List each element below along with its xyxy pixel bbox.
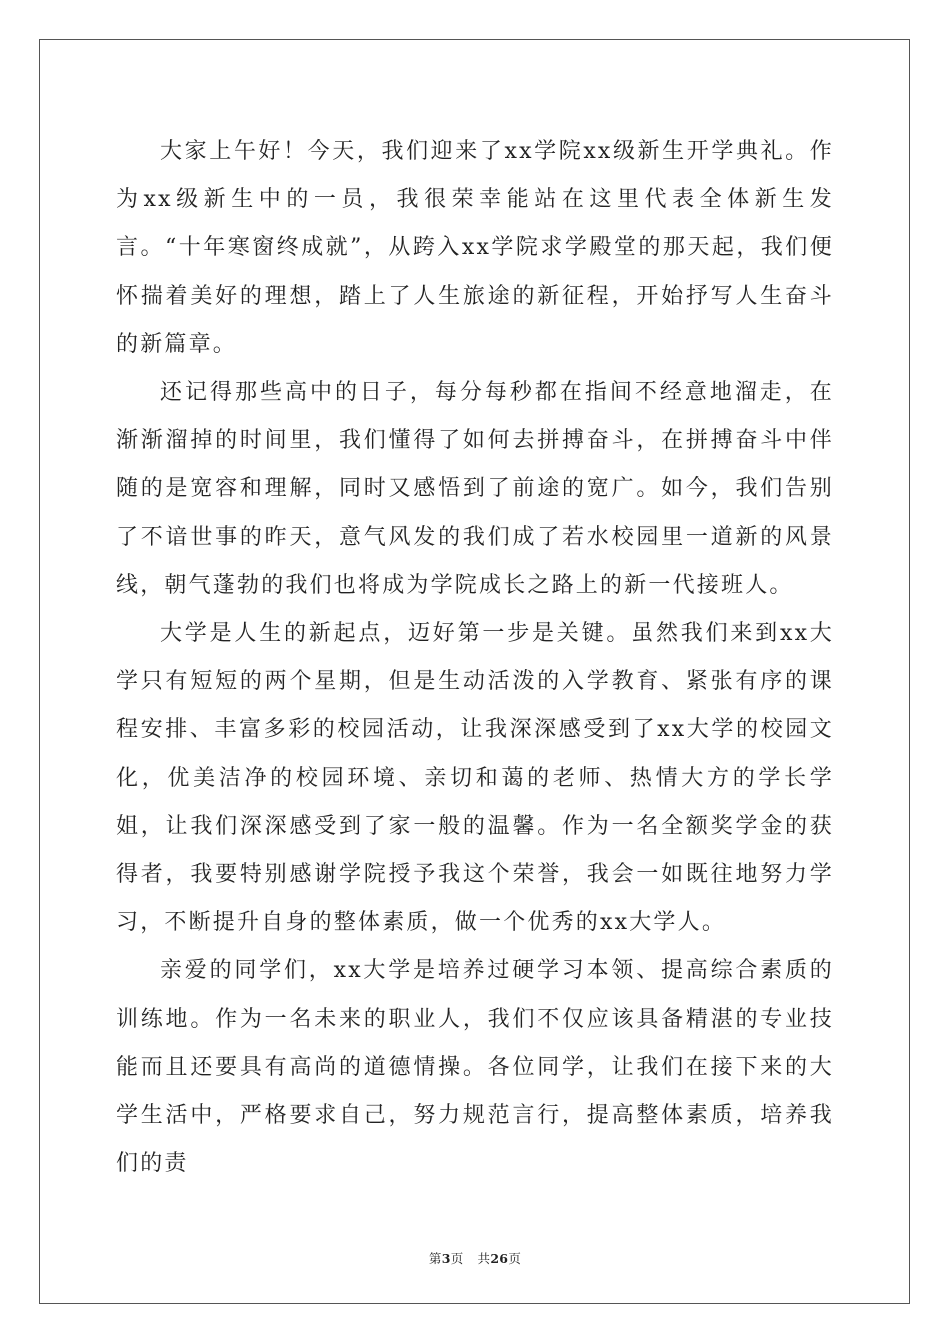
page-prefix: 第 [428, 1251, 442, 1266]
paragraph-3: 大学是人生的新起点，迈好第一步是关键。虽然我们来到xx大学只有短短的两个星期，但是生动活泼的入学教育、紧张有序的课程安排、丰富多彩的校园活动，让我深深感受到了xx大学的校园文化，优美洁净的校园环境、亲切和蔼的老师、热情大方的学长学姐，让我们深深感受到了家一般的温馨。作为一名全额奖学金的获得者，我要特别感谢学院授予我这个荣誉，我会一如既往地努力学习，不断提升自身的整体素质，做一个优秀的xx大学人。 [116, 621, 834, 936]
page-footer [0, 1249, 950, 1267]
paragraph-4: 亲爱的同学们，xx大学是培养过硬学习本领、提高综合素质的训练地。作为一名未来的职业人，我们不仅应该具备精湛的专业技能而且还要具有高尚的道德情操。各位同学，让我们在接下来的大学生活中，严格要求自己，努力规范言行，提高整体素质，培养我们的责 [116, 958, 834, 1177]
document-body [116, 128, 834, 1188]
page-suffix: 页 [450, 1251, 464, 1266]
page-number: 3 [441, 1251, 451, 1266]
total-suffix: 页 [508, 1251, 522, 1266]
total-pages: 26 [490, 1251, 509, 1266]
paragraph-1: 大家上午好！今天，我们迎来了xx学院xx级新生开学典礼。作为xx级新生中的一员，我很荣幸能站在这里代表全体新生发言。“十年寒窗终成就”，从跨入xx学院求学殿堂的那天起，我们便怀揣着美好的理想，踏上了人生旅途的新征程，开始抒写人生奋斗的新篇章。 [116, 139, 834, 357]
total-prefix: 共 [477, 1251, 491, 1266]
paragraph-2: 还记得那些高中的日子，每分每秒都在指间不经意地溜走，在渐渐溜掉的时间里，我们懂得了如何去拼搏奋斗，在拼搏奋斗中伴随的是宽容和理解，同时又感悟到了前途的宽广。如今，我们告别了不谙世事的昨天，意气风发的我们成了若水校园里一道新的风景线，朝气蓬勃的我们也将成为学院成长之路上的新一代接班人。 [116, 380, 834, 598]
